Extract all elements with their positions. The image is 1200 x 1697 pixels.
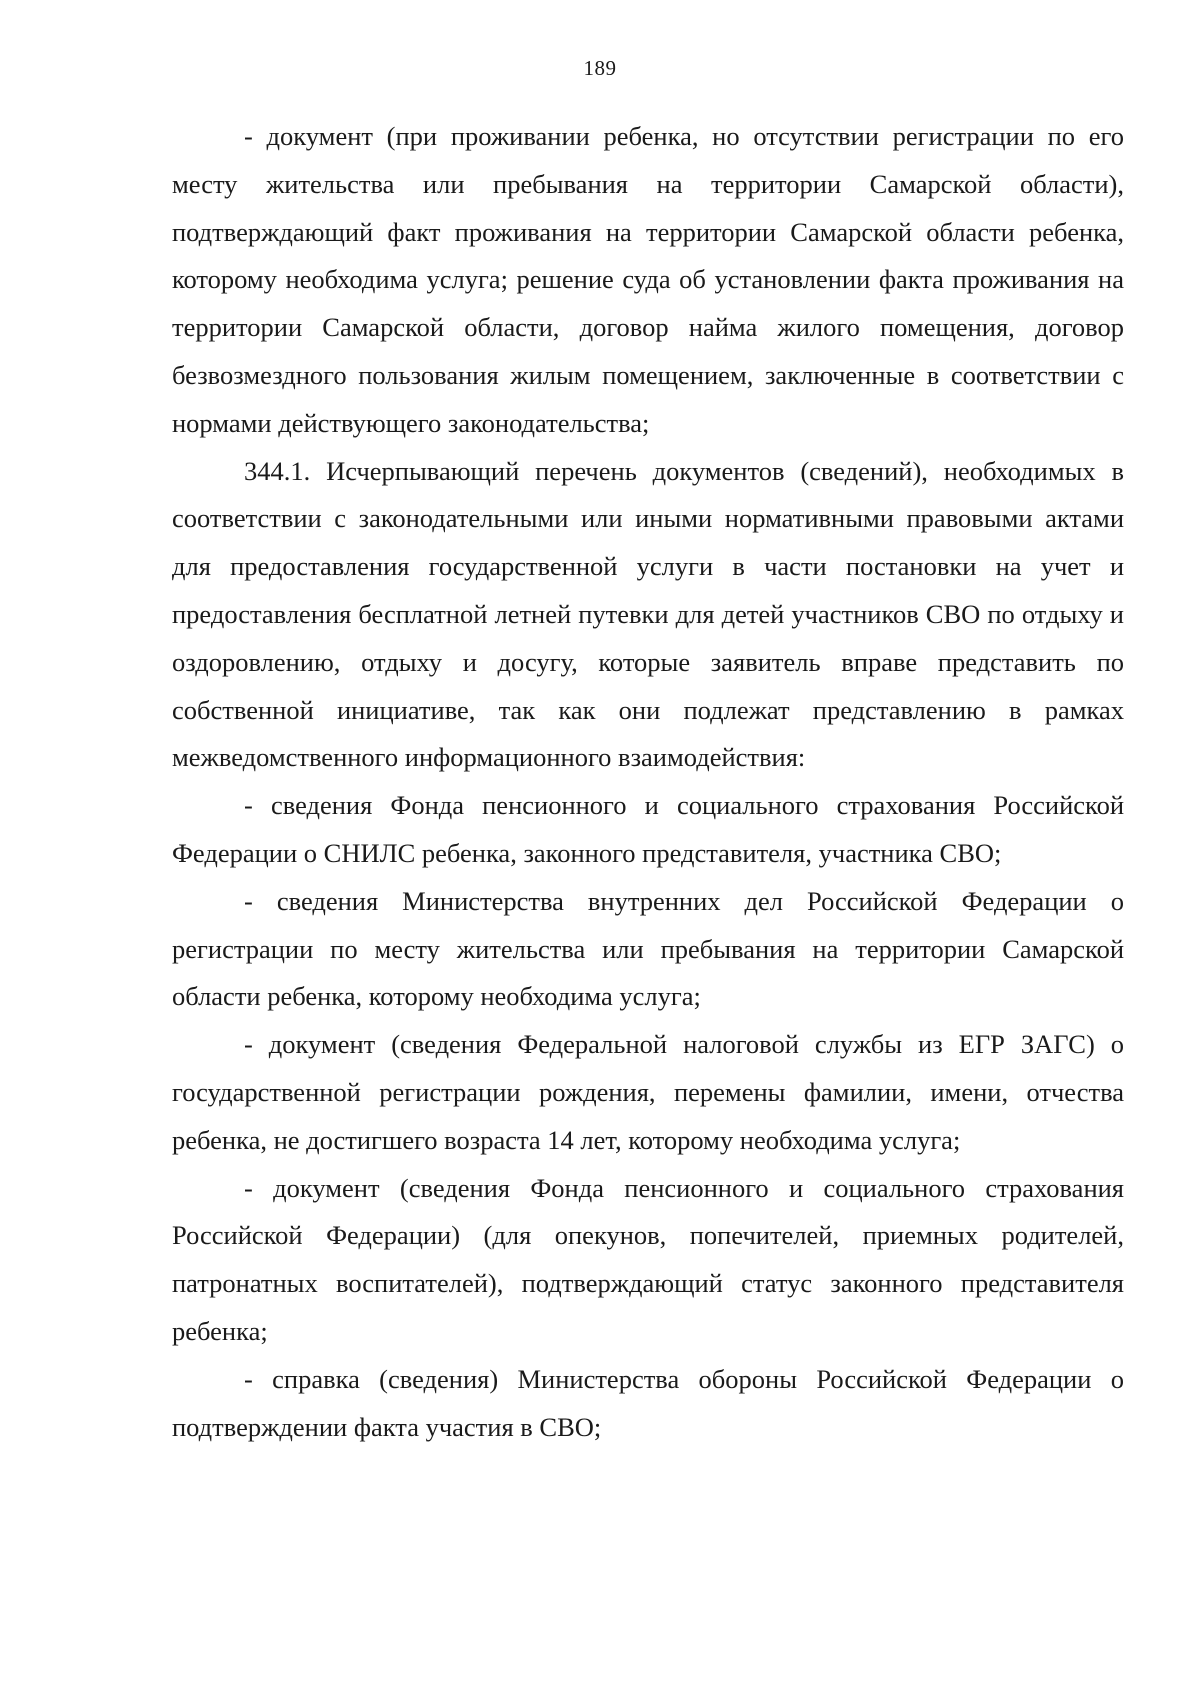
paragraph-snils-info: - сведения Фонда пенсионного и социального страхования Российской Федерации о СНИЛС ребенка, законного представителя, участника СВО; [172, 790, 1124, 868]
document-body [172, 113, 1124, 1451]
page-number: 189 [583, 56, 617, 80]
paragraph-mvd-registration: - сведения Министерства внутренних дел Российской Федерации о регистрации по месту жительства или пребывания на территории Самарской области ребенка, которому необходима услуга; [172, 885, 1124, 1012]
paragraph-zags-document: - документ (сведения Федеральной налоговой службы из ЕГР ЗАГС) о государственной регистрации рождения, перемены фамилии, имени, отчества ребенка, не достигшего возраста 14 лет, которому необходима услуга; [172, 1029, 1124, 1155]
paragraph-residence-document: - документ (при проживании ребенка, но отсутствии регистрации по его месту жительства или пребывания на территории Самарской области), подтверждающий факт проживания на территории Самарской области ребенка, которому необходима услуга; решение суда об установлении факта проживания на территории Самарской области, договор найма жилого помещения, договор безвозмездного пользования жилым помещением, заключенные в соответствии с нормами действующего законодательства; [172, 121, 1124, 438]
paragraph-mod-certificate: - справка (сведения) Министерства обороны Российской Федерации о подтверждении факта участия в СВО; [172, 1363, 1124, 1442]
paragraph-344-1: 344.1. Исчерпывающий перечень документов (сведений), необходимых в соответствии с законодательными или иными нормативными правовыми актами для предоставления государственной услуги в части постановки на учет и предоставления бесплатной летней путевки для детей участников СВО по отдыху и оздоровлению, отдыху и досугу, которые заявитель вправе представить по собственной инициативе, так как они подлежат представлению в рамках межведомственного информационного взаимодействия: [172, 455, 1124, 773]
paragraph-guardian-status: - документ (сведения Фонда пенсионного и социального страхования Российской Федерации) (для опекунов, попечителей, приемных родителей, патронатных воспитателей), подтверждающий статус законного представителя ребенка; [172, 1172, 1124, 1346]
